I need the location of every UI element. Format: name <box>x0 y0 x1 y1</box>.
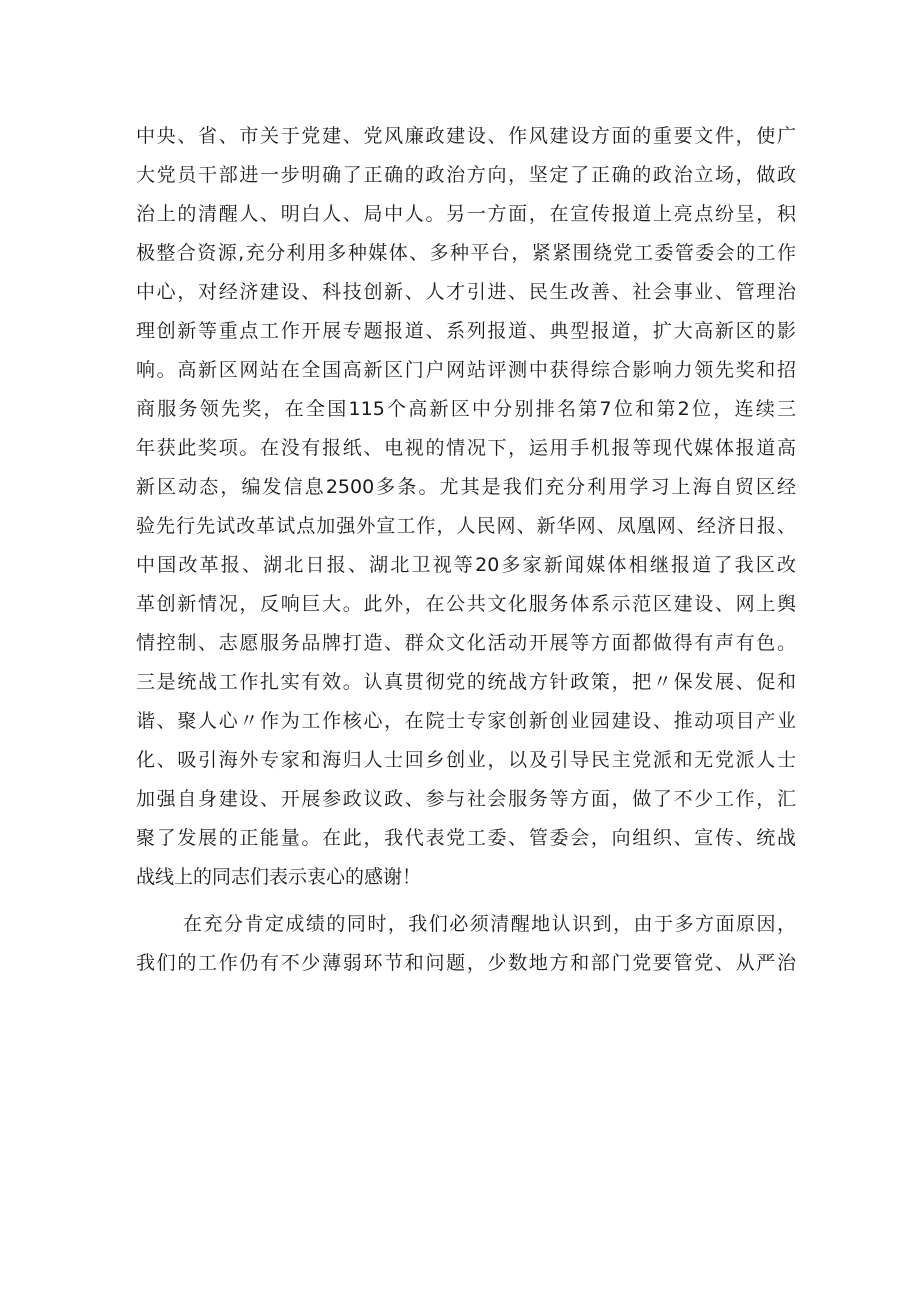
text-line: 在充分肯定成绩的同时，我们必须清醒地认识到，由于多方面原因， <box>183 913 796 935</box>
text-line: 大党员干部进一步明确了正确的政治方向，坚定了正确的政治立场，做政 <box>136 164 796 186</box>
text-line: 验先行先试改革试点加强外宣工作，人民网、新华网、凤凰网、经济日报、 <box>136 515 796 537</box>
text-line: 中心，对经济建设、科技创新、人才引进、民生改善、社会事业、管理治 <box>136 281 796 303</box>
text-line: 加强自身建设、开展参政议政、参与社会服务等方面，做了不少工作，汇 <box>136 788 796 810</box>
text-line: 响。高新区网站在全国高新区门户网站评测中获得综合影响力领先奖和招 <box>136 359 796 381</box>
paragraph-gap <box>136 897 796 905</box>
text-line: 三是统战工作扎实有效。认真贯彻党的统战方针政策，把〃保发展、促和 <box>136 671 796 693</box>
text-line: 中央、省、市关于党建、党风廉政建设、作风建设方面的重要文件，使广 <box>136 125 796 147</box>
text-line: 中国改革报、湖北日报、湖北卫视等20多家新闻媒体相继报道了我区改 <box>136 554 796 576</box>
text-line: 新区动态，编发信息2500多条。尤其是我们充分利用学习上海自贸区经 <box>136 476 796 498</box>
text-line: 治上的清醒人、明白人、局中人。另一方面，在宣传报道上亮点纷呈，积 <box>136 203 796 225</box>
text-line: 化、吸引海外专家和海归人士回乡创业，以及引导民主党派和无党派人士 <box>136 749 796 771</box>
text-line: 理创新等重点工作开展专题报道、系列报道、典型报道，扩大高新区的影 <box>136 320 796 342</box>
text-line: 聚了发展的正能量。在此，我代表党工委、管委会，向组织、宣传、统战 <box>136 827 796 849</box>
text-line: 年获此奖项。在没有报纸、电视的情况下，运用手机报等现代媒体报道高 <box>136 437 796 459</box>
text-line: 极整合资源,充分利用多种媒体、多种平台，紧紧围绕党工委管委会的工作 <box>136 242 796 264</box>
text-line: 商服务领先奖，在全国115个高新区中分别排名第7位和第2位，连续三 <box>136 398 796 420</box>
paragraph-2 <box>136 905 796 983</box>
text-line: 革创新情况，反响巨大。此外，在公共文化服务体系示范区建设、网上舆 <box>136 593 796 615</box>
text-line: 谐、聚人心〃作为工作核心，在院士专家创新创业园建设、推动项目产业 <box>136 710 796 732</box>
text-line: 我们的工作仍有不少薄弱环节和问题，少数地方和部门党要管党、从严治 <box>136 952 796 974</box>
paragraph-1 <box>136 117 796 897</box>
text-line: 情控制、志愿服务品牌打造、群众文化活动开展等方面都做得有声有色。 <box>136 632 796 654</box>
document-body <box>136 117 796 983</box>
text-line: 战线上的同志们表示衷心的感谢！ <box>136 866 422 888</box>
